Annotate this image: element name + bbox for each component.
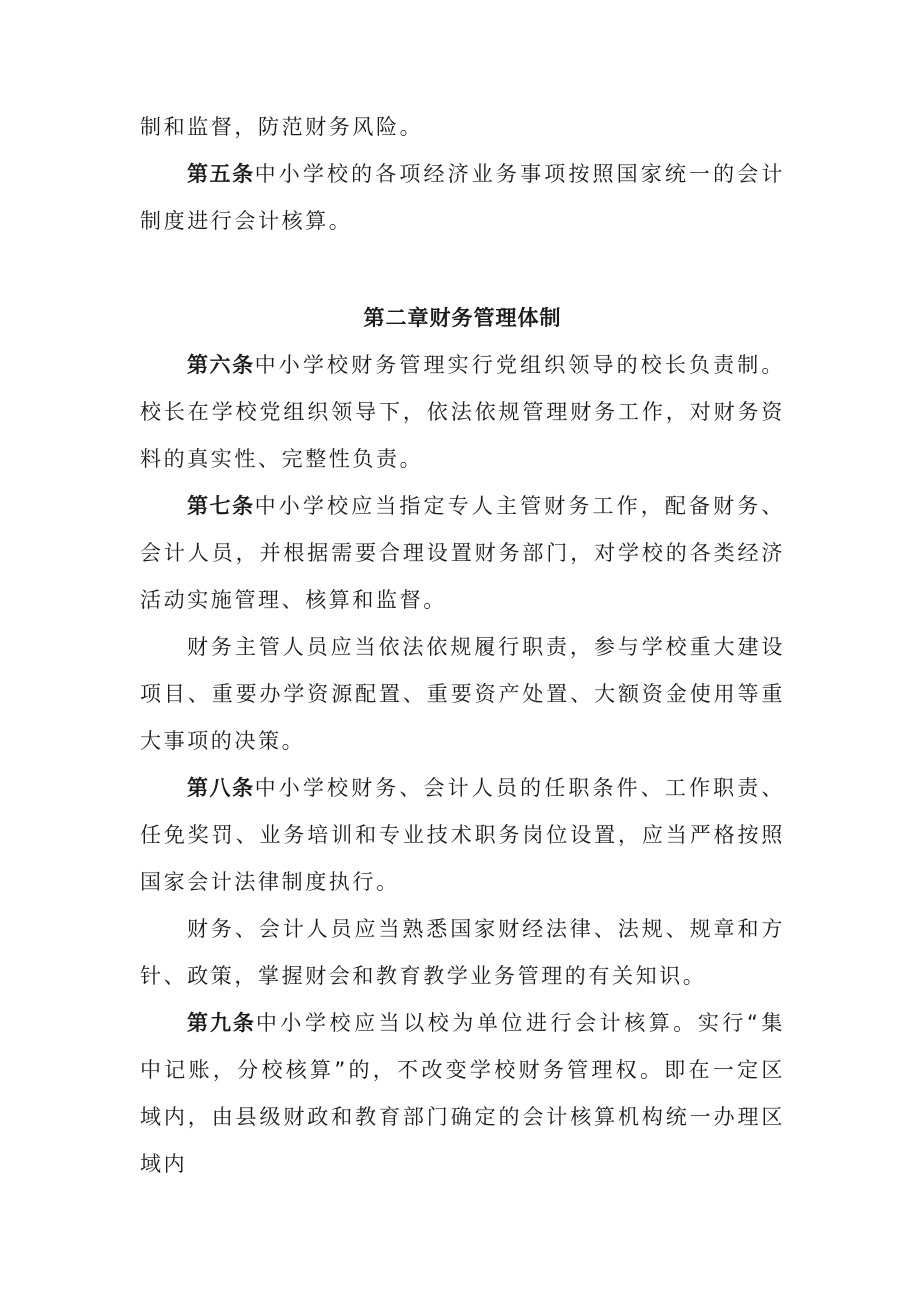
article-number: 第九条 xyxy=(187,1011,256,1035)
paragraph-text: 财务、会计人员应当熟悉国家财经法律、法规、规章和方针、政策，掌握财会和教育教学业务管理的有关知识。 xyxy=(140,917,785,988)
article-number: 第五条 xyxy=(187,162,255,186)
article-7 xyxy=(140,483,785,624)
article-8-paragraph-2 xyxy=(140,906,785,1000)
article-8 xyxy=(140,765,785,906)
document-body xyxy=(140,104,785,1188)
article-text: 中小学校的各项经济业务事项按照国家统一的会计制度进行会计核算。 xyxy=(140,162,786,233)
article-text: 中小学校应当以校为单位进行会计核算。实行“集中记账，分校核算”的，不改变学校财务管理权。即在一定区域内，由县级财政和教育部门确定的会计核算机构统一办理区域内 xyxy=(140,1011,786,1176)
article-text: 中小学校财务管理实行党组织领导的校长负责制。校长在学校党组织领导下，依法依规管理财务工作，对财务资料的真实性、完整性负责。 xyxy=(140,353,786,471)
paragraph-text: 制和监督，防范财务风险。 xyxy=(140,115,424,139)
article-number: 第八条 xyxy=(187,776,255,800)
article-5 xyxy=(140,151,785,245)
article-number: 第六条 xyxy=(187,353,255,377)
chapter-heading: 第二章财务管理体制 xyxy=(363,306,562,330)
article-text: 中小学校财务、会计人员的任职条件、工作职责、任免奖罚、业务培训和专业技术职务岗位设置，应当严格按照国家会计法律制度执行。 xyxy=(140,776,786,894)
article-6 xyxy=(140,342,785,483)
article-9 xyxy=(140,1000,785,1188)
paragraph-continuation xyxy=(140,104,785,151)
article-7-paragraph-2 xyxy=(140,624,785,765)
article-number: 第七条 xyxy=(187,494,255,518)
article-text: 中小学校应当指定专人主管财务工作，配备财务、会计人员，并根据需要合理设置财务部门，对学校的各类经济活动实施管理、核算和监督。 xyxy=(140,494,786,612)
paragraph-text: 财务主管人员应当依法依规履行职责，参与学校重大建设项目、重要办学资源配置、重要资产处置、大额资金使用等重大事项的决策。 xyxy=(140,635,785,753)
